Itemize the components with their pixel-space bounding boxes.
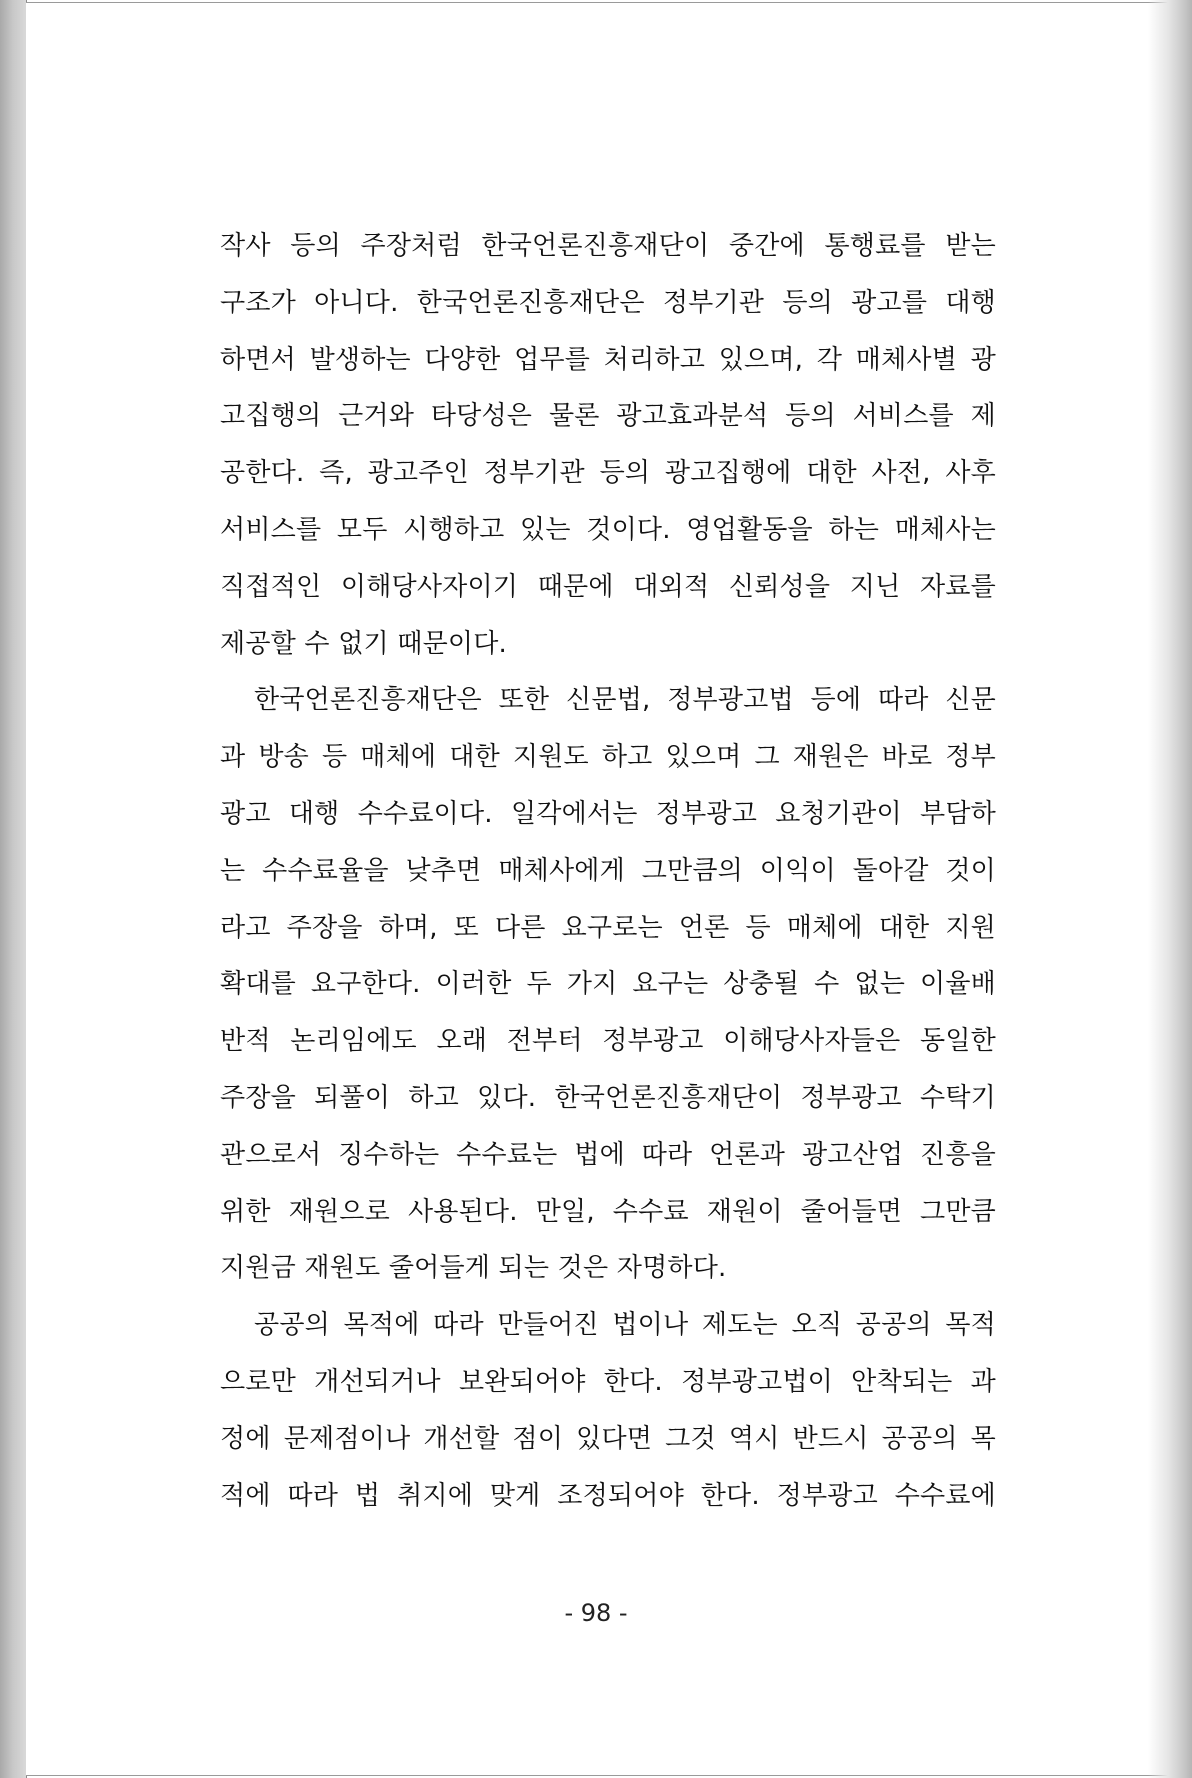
page-edge-shadow — [1148, 0, 1192, 1778]
text-line: 과 방송 등 매체에 대한 지원도 하고 있으며 그 재원은 바로 정부 — [220, 742, 996, 773]
text-line: 서비스를 모두 시행하고 있는 것이다. 영업활동을 하는 매체사는 — [220, 514, 996, 545]
page-number: - 98 - — [564, 1599, 628, 1627]
text-line: 확대를 요구한다. 이러한 두 가지 요구는 상충될 수 없는 이율배 — [220, 969, 996, 1000]
text-line: 위한 재원으로 사용된다. 만일, 수수료 재원이 줄어들면 그만큼 — [220, 1196, 996, 1227]
text-line: 제공할 수 없기 때문이다. — [220, 628, 508, 659]
text-line: 는 수수료율을 낮추면 매체사에게 그만큼의 이익이 돌아갈 것이 — [220, 855, 996, 886]
text-line: 지원금 재원도 줄어들게 되는 것은 자명하다. — [220, 1253, 727, 1284]
text-line: 공공의 목적에 따라 만들어진 법이나 제도는 오직 공공의 목적 — [254, 1310, 996, 1341]
text-line: 관으로서 징수하는 수수료는 법에 따라 언론과 광고산업 진흥을 — [220, 1139, 996, 1170]
text-line: 직접적인 이해당사자이기 때문에 대외적 신뢰성을 지닌 자료를 — [220, 571, 996, 602]
text-line: 공한다. 즉, 광고주인 정부기관 등의 광고집행에 대한 사전, 사후 — [220, 458, 996, 489]
text-line: 작사 등의 주장처럼 한국언론진흥재단이 중간에 통행료를 받는 — [220, 231, 996, 261]
body-text — [220, 218, 996, 1524]
text-line: 정에 문제점이나 개선할 점이 있다면 그것 역시 반드시 공공의 목 — [220, 1423, 996, 1454]
text-line: 하면서 발생하는 다양한 업무를 처리하고 있으며, 각 매체사별 광 — [220, 344, 996, 375]
text-line: 한국언론진흥재단은 또한 신문법, 정부광고법 등에 따라 신문 — [254, 685, 996, 716]
text-line: 반적 논리임에도 오래 전부터 정부광고 이해당사자들은 동일한 — [220, 1026, 996, 1057]
text-line: 광고 대행 수수료이다. 일각에서는 정부광고 요청기관이 부담하 — [220, 798, 996, 829]
text-line: 구조가 아니다. 한국언론진흥재단은 정부기관 등의 광고를 대행 — [220, 287, 996, 318]
text-line: 으로만 개선되거나 보완되어야 한다. 정부광고법이 안착되는 과 — [220, 1366, 996, 1397]
text-line: 주장을 되풀이 하고 있다. 한국언론진흥재단이 정부광고 수탁기 — [220, 1082, 996, 1113]
text-line: 라고 주장을 하며, 또 다른 요구로는 언론 등 매체에 대한 지원 — [220, 912, 996, 943]
book-spine — [0, 0, 27, 1778]
text-line: 고집행의 근거와 타당성은 물론 광고효과분석 등의 서비스를 제 — [220, 401, 996, 432]
text-line: 적에 따라 법 취지에 맞게 조정되어야 한다. 정부광고 수수료에 — [220, 1480, 996, 1511]
